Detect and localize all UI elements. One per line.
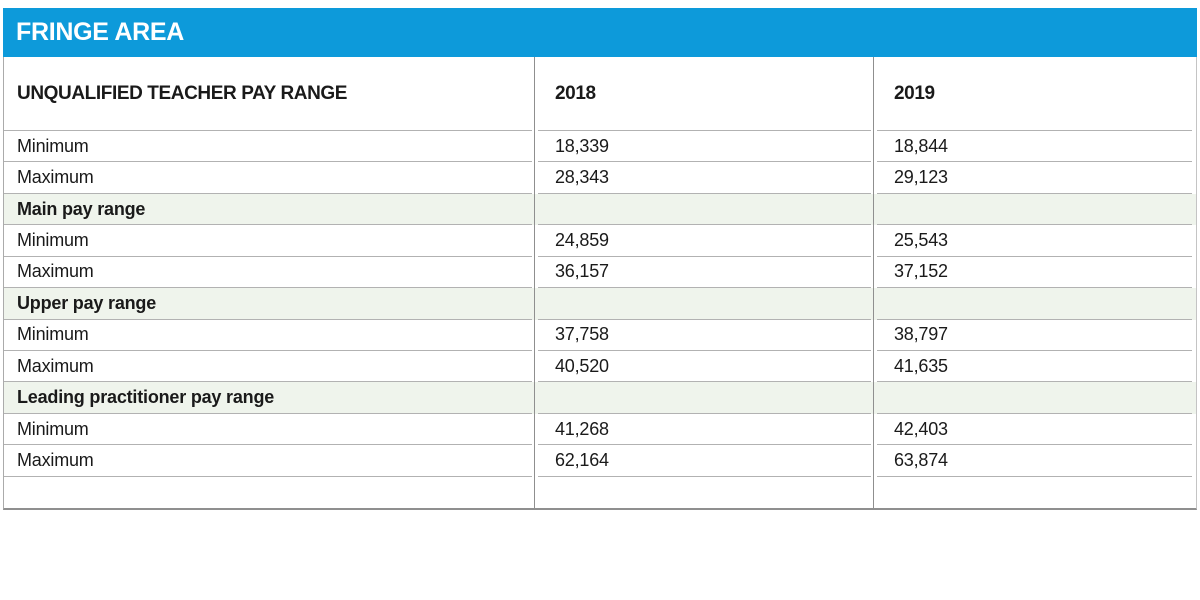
- value-2019: 42,403: [877, 414, 1192, 445]
- value-2018: [538, 477, 871, 508]
- value-2018: 37,758: [538, 320, 871, 351]
- value-2019: 63,874: [877, 445, 1192, 476]
- empty-row: [4, 477, 1196, 508]
- value-2018: [538, 382, 871, 413]
- table-row: [4, 445, 1196, 476]
- header-cell-2018: [538, 57, 871, 131]
- row-label: Minimum: [4, 131, 532, 162]
- row-label: [4, 477, 532, 508]
- row-label: Maximum: [4, 351, 532, 382]
- header-cell-category: [4, 57, 532, 131]
- column-divider-2: [873, 57, 874, 508]
- value-2019: 29,123: [877, 162, 1192, 193]
- section-row: [4, 194, 1196, 225]
- value-2018: 18,339: [538, 131, 871, 162]
- value-2019: [877, 288, 1192, 319]
- table-row: [4, 225, 1196, 256]
- page-title: FRINGE AREA: [16, 18, 185, 46]
- value-2018: 24,859: [538, 225, 871, 256]
- header-cell-2019: [877, 57, 1192, 131]
- column-divider-1: [534, 57, 535, 508]
- row-label: Maximum: [4, 162, 532, 193]
- row-label: Maximum: [4, 445, 532, 476]
- table-row: [4, 320, 1196, 351]
- value-2019: 38,797: [877, 320, 1192, 351]
- value-2018: 40,520: [538, 351, 871, 382]
- title-bar: [3, 8, 1197, 57]
- value-2019: 37,152: [877, 257, 1192, 288]
- row-label: Main pay range: [4, 194, 532, 225]
- value-2018: 28,343: [538, 162, 871, 193]
- value-2019: 18,844: [877, 131, 1192, 162]
- column-header-category: UNQUALIFIED TEACHER PAY RANGE: [17, 82, 348, 104]
- value-2019: 25,543: [877, 225, 1192, 256]
- value-2019: [877, 477, 1192, 508]
- table-header-row: [4, 57, 1196, 131]
- value-2019: 41,635: [877, 351, 1192, 382]
- value-2018: 41,268: [538, 414, 871, 445]
- column-header-2019: 2019: [894, 82, 935, 104]
- row-label: Upper pay range: [4, 288, 532, 319]
- value-2019: [877, 382, 1192, 413]
- value-2018: [538, 194, 871, 225]
- value-2018: 36,157: [538, 257, 871, 288]
- row-label: Minimum: [4, 320, 532, 351]
- section-row: [4, 382, 1196, 413]
- column-header-2018: 2018: [555, 82, 596, 104]
- table-row: [4, 351, 1196, 382]
- value-2018: 62,164: [538, 445, 871, 476]
- table-row: [4, 162, 1196, 193]
- table-row: [4, 414, 1196, 445]
- table-body: [4, 131, 1196, 508]
- section-row: [4, 288, 1196, 319]
- table-row: [4, 257, 1196, 288]
- pay-range-table: [3, 57, 1197, 510]
- row-label: Maximum: [4, 257, 532, 288]
- row-label: Leading practitioner pay range: [4, 382, 532, 413]
- row-label: Minimum: [4, 414, 532, 445]
- table-row: [4, 131, 1196, 162]
- value-2018: [538, 288, 871, 319]
- row-label: Minimum: [4, 225, 532, 256]
- value-2019: [877, 194, 1192, 225]
